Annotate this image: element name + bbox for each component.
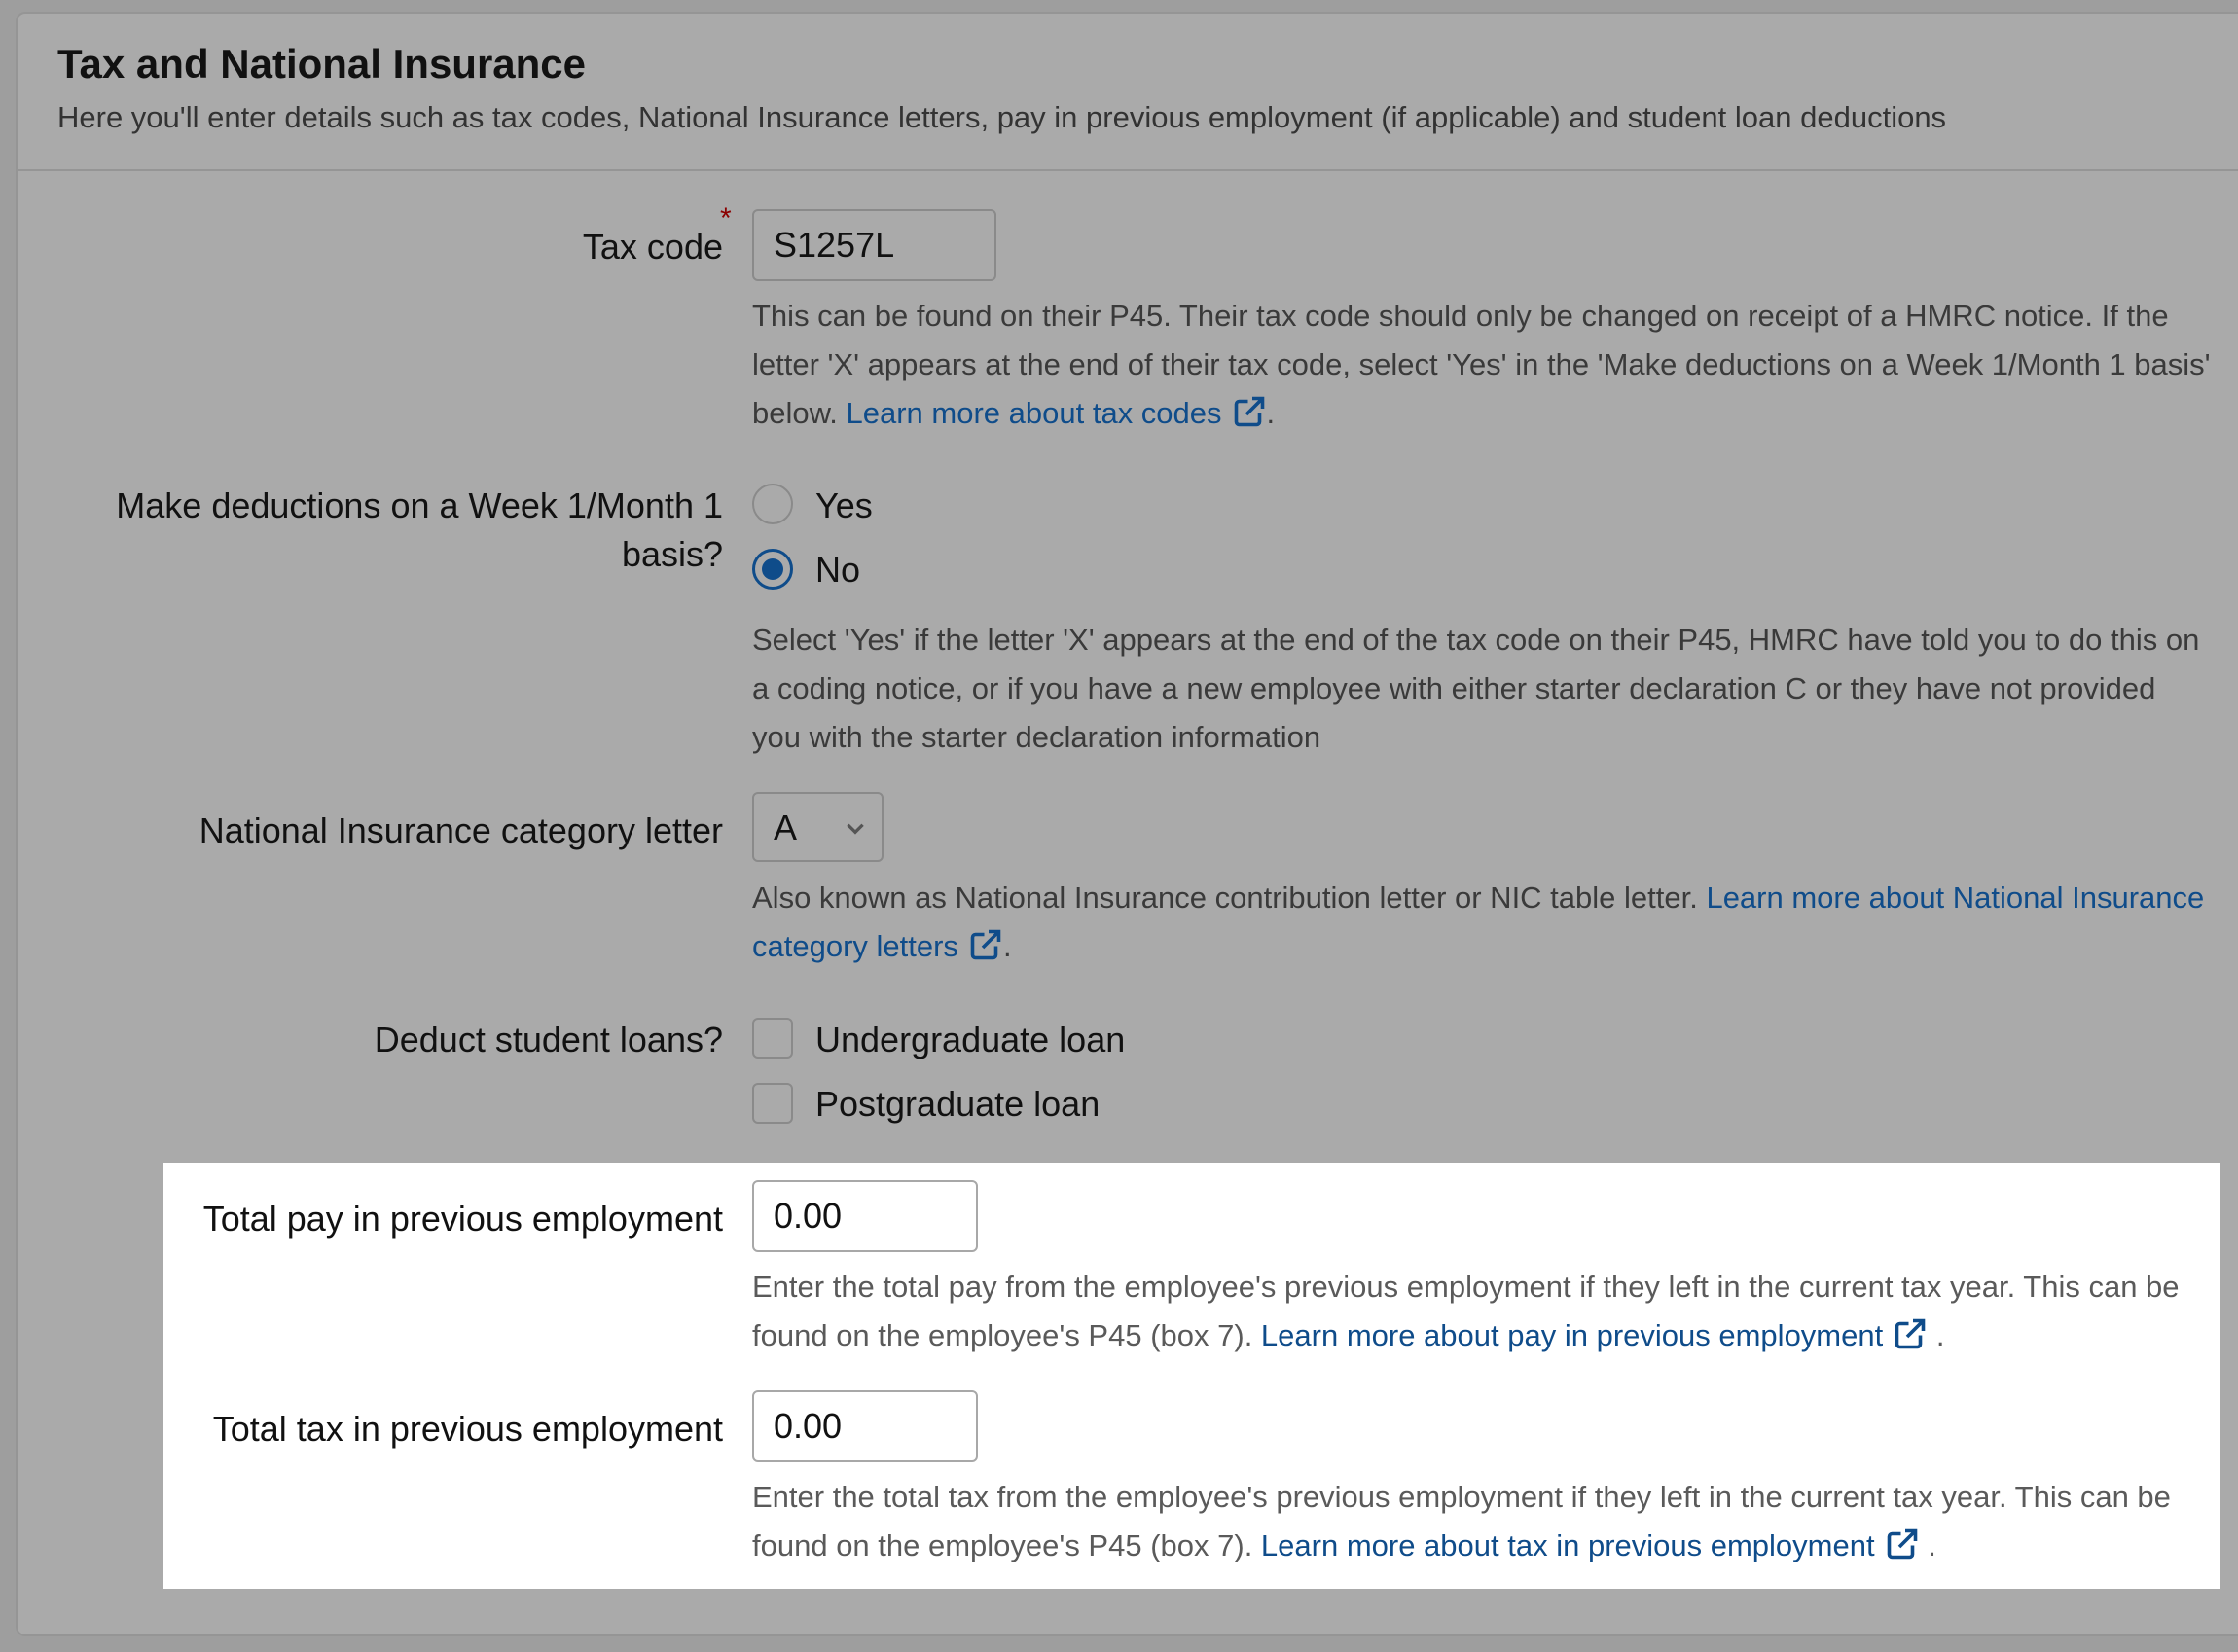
tax-code-label: Tax code [582, 227, 723, 267]
previous-tax-link-label: Learn more about tax in previous employment [1260, 1528, 1875, 1562]
previous-pay-label: Total pay in previous employment [202, 1199, 723, 1239]
tax-codes-link[interactable] [847, 396, 1267, 430]
week1-yes-label[interactable]: Yes [815, 485, 873, 525]
tax-code-input[interactable] [752, 209, 996, 281]
week1-no-label[interactable]: No [815, 550, 861, 590]
external-link-icon [968, 927, 1003, 962]
ni-category-value: A [774, 808, 798, 847]
ni-category-help [752, 874, 2212, 971]
previous-pay-link-label: Learn more about pay in previous employment [1260, 1318, 1884, 1352]
tax-code-help-text: This can be found on their P45. Their tax code should only be changed on receipt of a HMRC notice. If the letter 'X' appears at the end of their tax code, select 'Yes' in the 'Make deductions on a Week 1/Month 1 basis' below. [752, 299, 2211, 430]
ni-category-label: National Insurance category letter [199, 810, 723, 850]
previous-tax-label: Total tax in previous employment [212, 1409, 723, 1449]
chevron-down-icon [843, 815, 868, 841]
previous-tax-help [752, 1473, 2207, 1570]
undergraduate-loan-label[interactable]: Undergraduate loan [815, 1020, 1126, 1059]
tax-codes-help-suffix: . [1266, 396, 1276, 430]
week1-yes-radio[interactable] [752, 484, 793, 524]
section-subtitle: Here you'll enter details such as tax codes, National Insurance letters, pay in previous employment (if applicable) and student loan deductions [57, 100, 1947, 134]
previous-tax-link[interactable] [1261, 1528, 1920, 1562]
ni-category-help-suffix: . [1002, 929, 1012, 963]
section-title: Tax and National Insurance [57, 41, 587, 87]
previous-tax-input[interactable] [752, 1390, 978, 1462]
week1-basis-label: Make deductions on a Week 1/Month 1 basis? [116, 485, 723, 574]
undergraduate-loan-checkbox[interactable] [752, 1018, 793, 1059]
previous-tax-help-suffix: . [1919, 1528, 1936, 1562]
week1-no-radio[interactable] [752, 549, 793, 590]
previous-pay-link[interactable] [1261, 1318, 1928, 1352]
previous-pay-help-suffix: . [1928, 1318, 1945, 1352]
ni-category-select[interactable] [752, 792, 884, 862]
ni-category-help-text: Also known as National Insurance contribution letter or NIC table letter. [752, 880, 1707, 915]
tax-codes-link-label: Learn more about tax codes [846, 396, 1222, 430]
postgraduate-loan-label[interactable]: Postgraduate loan [815, 1084, 1101, 1124]
external-link-icon [1232, 394, 1267, 429]
previous-pay-input[interactable] [752, 1180, 978, 1252]
week1-basis-help: Select 'Yes' if the letter 'X' appears at the end of the tax code on their P45, HMRC have told you to do this on a coding notice, or if you have a new employee with either starter declaration C or they have not provided you with the starter declaration information [752, 623, 2200, 754]
ni-category-link-label: Learn more about National Insurance category letters [752, 880, 2205, 963]
previous-pay-help-text: Enter the total pay from the employee's previous employment if they left in the current tax year. This can be found on the employee's P45 (box 7). [752, 1270, 2180, 1352]
tax-code-help [752, 292, 2212, 438]
external-link-icon [1893, 1316, 1928, 1351]
previous-tax-help-text: Enter the total tax from the employee's previous employment if they left in the current tax year. This can be found on the employee's P45 (box 7). [752, 1480, 2171, 1562]
postgraduate-loan-checkbox[interactable] [752, 1083, 793, 1124]
student-loans-label: Deduct student loans? [374, 1020, 723, 1059]
panel-header [18, 14, 2238, 171]
required-marker: * [720, 202, 732, 234]
external-link-icon [1885, 1526, 1920, 1562]
previous-pay-help [752, 1263, 2207, 1360]
